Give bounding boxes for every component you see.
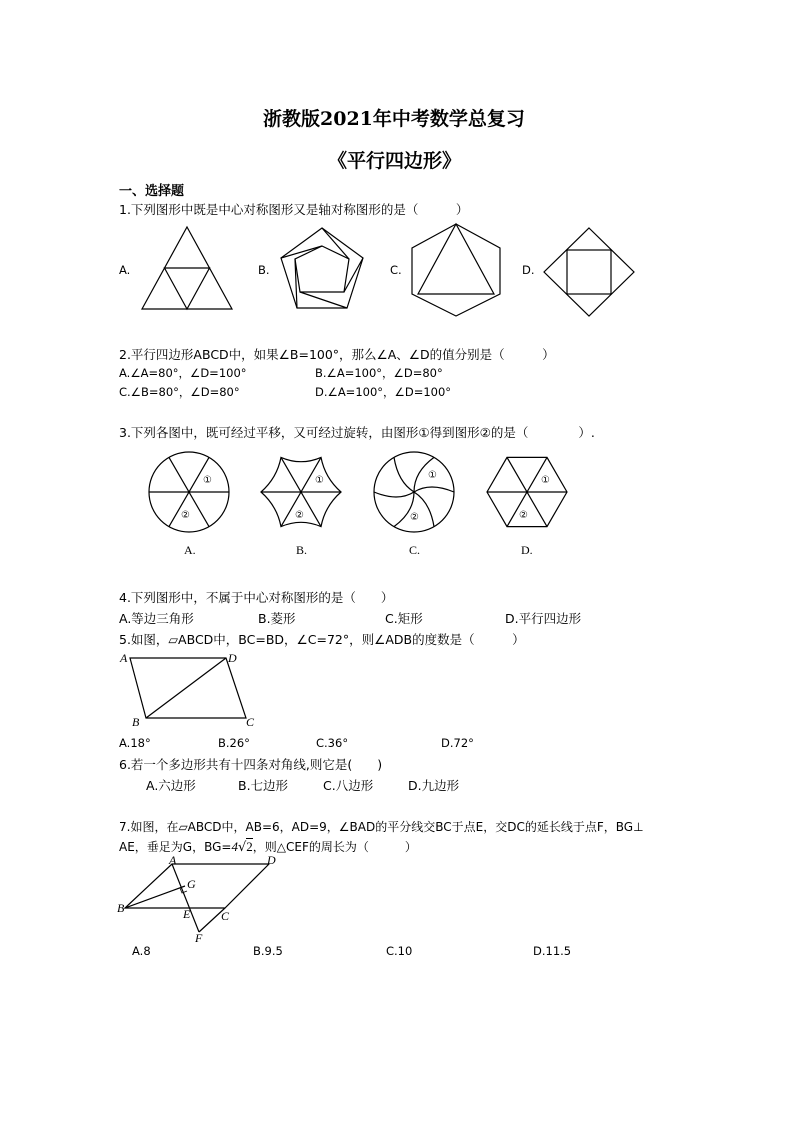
q1-option-c-label: C. xyxy=(390,263,402,277)
q3a-mark-2: ② xyxy=(181,510,190,521)
q3-figure-d xyxy=(485,450,569,534)
q4-option-a: A.等边三角形 xyxy=(119,611,194,626)
q6-option-c: C.八边形 xyxy=(323,778,374,793)
q1-figure-b xyxy=(278,226,366,312)
question-1: 1.下列图形中既是中心对称图形又是轴对称图形的是（ ） xyxy=(119,202,469,217)
q5-label-d: D xyxy=(228,651,237,665)
q7-line2-start: AE，垂足为G，BG= xyxy=(119,840,232,854)
q2-option-b: B.∠A=100°，∠D=80° xyxy=(315,366,443,380)
q7-line2-end: ，则△CEF的周长为（ ） xyxy=(252,840,417,854)
q1-figure-d xyxy=(542,226,636,318)
q7-label-e: E xyxy=(183,907,191,921)
q1-option-b-label: B. xyxy=(258,263,270,277)
q5-option-d: D.72° xyxy=(441,736,474,750)
q5-label-b: B xyxy=(132,715,140,729)
q3-label-b: B. xyxy=(296,543,308,557)
q1-option-a-label: A. xyxy=(119,263,131,277)
q7-label-c: C xyxy=(221,909,230,923)
question-3: 3.下列各图中，既可经过平移，又可经过旋转，由图形①得到图形②的是（ ）. xyxy=(119,425,595,440)
section-heading: 一、选择题 xyxy=(119,184,185,199)
q7-option-a: A.8 xyxy=(132,944,151,958)
q7-label-b: B xyxy=(117,901,125,915)
q3-label-d: D. xyxy=(521,543,533,557)
q7-parallelogram-figure xyxy=(117,853,277,945)
q6-option-b: B.七边形 xyxy=(238,778,289,793)
q5-label-a: A xyxy=(120,651,128,665)
q2-option-d: D.∠A=100°，∠D=100° xyxy=(315,385,452,399)
q1-figure-c xyxy=(410,222,502,318)
q3b-mark-2: ② xyxy=(295,510,304,521)
q5-option-c: C.36° xyxy=(316,736,349,750)
q7-option-b: B.9.5 xyxy=(253,944,283,958)
q4-option-b: B.菱形 xyxy=(258,611,296,626)
q1-figure-a xyxy=(140,225,234,311)
q3-label-a: A. xyxy=(184,543,196,557)
q2-option-c: C.∠B=80°，∠D=80° xyxy=(119,385,240,399)
q3b-mark-1: ① xyxy=(315,475,324,486)
q7-bg-coefficient: 4 xyxy=(231,839,238,854)
q7-label-f: F xyxy=(195,931,203,945)
q7-option-d: D.11.5 xyxy=(533,944,572,958)
q5-option-b: B.26° xyxy=(218,736,250,750)
question-2: 2.平行四边形ABCD中，如果∠B=100°，那么∠A、∠D的值分别是（ ） xyxy=(119,347,555,362)
question-5: 5.如图，▱ABCD中，BC=BD，∠C=72°，则∠ADB的度数是（ ） xyxy=(119,632,525,647)
page-subtitle: 《平行四边形》 xyxy=(328,150,462,172)
q5-label-c: C xyxy=(246,715,255,729)
q3c-mark-1: ① xyxy=(428,470,437,481)
sqrt-symbol: √ xyxy=(237,840,247,855)
q3c-mark-2: ② xyxy=(410,512,419,523)
q4-option-d: D.平行四边形 xyxy=(505,611,582,626)
q3-figure-b xyxy=(259,450,343,534)
q6-option-d: D.九边形 xyxy=(408,778,460,793)
q7-label-a: A xyxy=(169,853,177,867)
q7-label-d: D xyxy=(267,853,276,867)
question-6: 6.若一个多边形共有十四条对角线,则它是( ) xyxy=(119,757,383,772)
q7-bg-radicand: 2 xyxy=(246,839,253,854)
q7-option-c: C.10 xyxy=(386,944,413,958)
question-4: 4.下列图形中，不属于中心对称图形的是（ ） xyxy=(119,590,394,605)
q1-option-d-label: D. xyxy=(522,263,535,277)
q5-option-a: A.18° xyxy=(119,736,151,750)
q3a-mark-1: ① xyxy=(203,475,212,486)
q4-option-c: C.矩形 xyxy=(385,611,423,626)
q3d-mark-2: ② xyxy=(519,510,528,521)
q7-label-g: G xyxy=(187,877,196,891)
q3-label-c: C. xyxy=(409,543,421,557)
q3-figure-c xyxy=(372,450,456,534)
q3-figure-a xyxy=(147,450,231,534)
question-7-line-1: 7.如图，在▱ABCD中，AB=6，AD=9，∠BAD的平分线交BC于点E，交DC的延长线于点F，BG⊥ xyxy=(119,820,644,834)
q6-option-a: A.六边形 xyxy=(146,778,196,793)
q3d-mark-1: ① xyxy=(541,475,550,486)
q2-option-a: A.∠A=80°，∠D=100° xyxy=(119,366,247,380)
page-title: 浙教版2021年中考数学总复习 xyxy=(263,108,525,130)
q5-parallelogram-figure xyxy=(118,650,268,730)
